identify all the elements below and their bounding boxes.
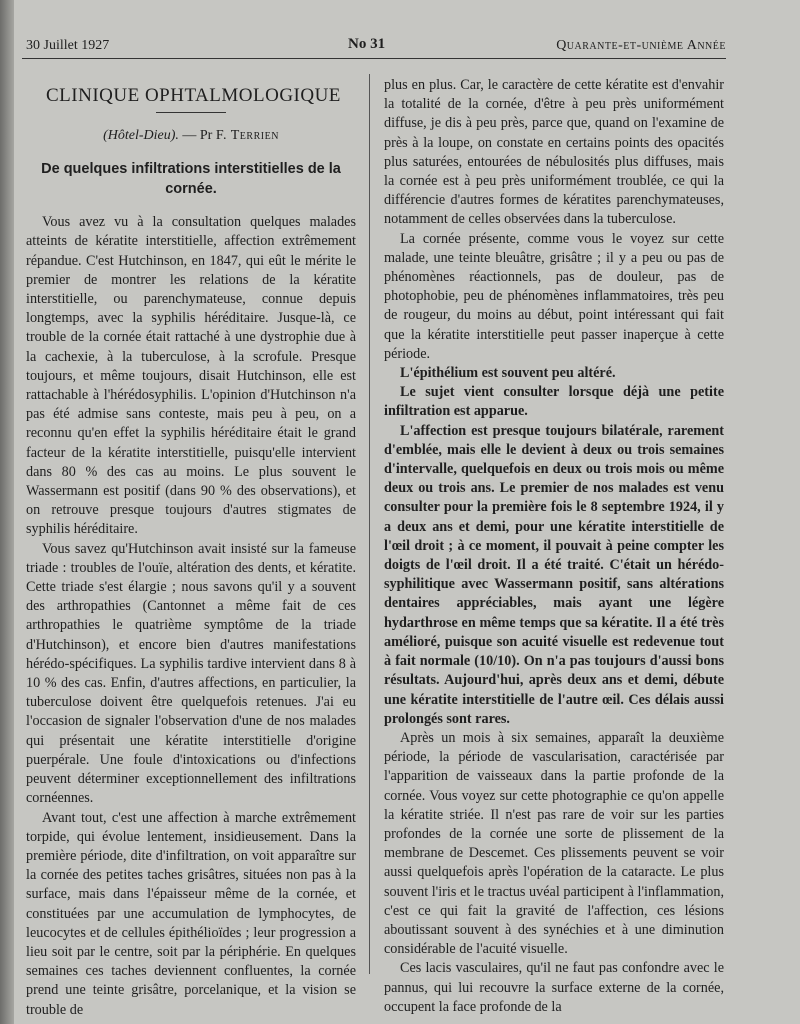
header-rule xyxy=(22,58,726,59)
right-column xyxy=(384,76,724,1017)
page-binding-shadow xyxy=(0,0,14,1024)
paragraph: Après un mois à six semaines, apparaît la deuxième période, la période de vascularisation, caractérisée par l'apparition de vaisseaux dans la partie profonde de la cornée. Vous voyez sur cette photographie ce qu'on appelle la kératite striée. Il n'est pas rare de voir sur les parties profondes de la cornée une sorte de plissement de la membrane de Descemet. Ces plissements peuvent se voir aussi quelquefois après l'opération de la cataracte. Le plus souvent l'iris et le tractus uvéal participent à l'inflammation, c'est ce qui fait la gravité de l'affection, ces lésions aboutissant souvent à des synéchies et à une diminution considérable de l'acuité visuelle. xyxy=(384,729,724,958)
column-divider xyxy=(369,74,370,974)
author-name: F. Terrien xyxy=(215,128,279,144)
paragraph: Le sujet vient consulter lorsque déjà une petite infiltration est apparue. xyxy=(384,384,724,420)
author-line xyxy=(26,127,356,145)
paragraph: Avant tout, c'est une affection à marche extrêmement torpide, qui évolue lentement, insidieusement. Dans la première période, dite d'infiltration, on voit apparaître sur la cornée des petites taches grisâtres, situées non pas à la surface, mais dans l'épaisseur même de la cornée, et constituées par une accumulation de lymphocytes, de leucocytes et de cellules épithélioïdes ; leur progression a lieu soit par le centre, soit par la périphérie. En quelques semaines ces taches deviennent confluentes, la cornée prend une teinte grisâtre, porcelanique, et la vision se trouble de xyxy=(26,809,356,1018)
paragraph: L'affection est presque toujours bilatérale, rarement d'emblée, mais elle le devient à deux ou trois semaines d'intervalle, quelquefois en deux ou trois mois ou même deux ou trois ans. Le premier de nos malades est venu consulter pour la première fois le 8 septembre 1924, il y a deux ans et demi, pour une kératite interstitielle de l'œil droit ; à ce moment, il pouvait à peine compter les doigts de l'œil droit. Il a été traité. C'était un hérédo-syphilitique avec Wassermann positif, sans altérations dentaires appréciables, mais ayant une légère hydarthrose en même temps que sa kératite. Il a été très amélioré, puisque son acuité visuelle est redevenue tout à fait normale (10/10). On n'a pas toujours d'aussi bons résultats. Aujourd'hui, après deux ans et demi, débute une kératite interstitielle de l'autre œil. Ces délais aussi prolongés sont rares. xyxy=(384,422,724,727)
paragraph: La cornée présente, comme vous le voyez sur cette malade, une teinte bleuâtre, grisâtre ; il y a peu ou pas de phénomènes réactionnels, pas de douleur, pas de photophobie, peu de phénomènes inflammatoires, très peu de rougeur, du moins au début, point intéressant qui fait que la kératite interstitielle peut passer inaperçue à cette période. xyxy=(384,230,724,362)
paragraph: Vous savez qu'Hutchinson avait insisté sur la fameuse triade : troubles de l'ouïe, altération des dents, et kératite. Cette triade s'est élargie ; nous savons qu'il y a souvent des arthropathies (Cantonnet a même fait de ces arthropathies le quatrième symptôme de la triade d'Hutchinson), et encore bien d'autres manifestations hérédo-spécifiques. La syphilis tardive intervient dans 8 à 10 % des cas. Enfin, d'autres affections, en particulier, la tuberculose doivent être quelquefois retenues. J'ai eu l'occasion de signaler l'observation d'une de nos malades qui présentait une kératite interstitielle d'origine puerpérale. Une foule d'intoxications ou d'infections peuvent déterminer exceptionnellement des infiltrations cornéennes. xyxy=(26,540,356,807)
paragraph: L'épithélium est souvent peu altéré. xyxy=(400,365,616,382)
issue-date: 30 Juillet 1927 xyxy=(26,38,110,53)
author-title: Pr xyxy=(199,128,213,144)
paragraph: Vous avez vu à la consultation quelques malades atteints de kératite interstitielle, affection extrêmement répandue. C'est Hutchinson, en 1847, qui eût le mérite le premier de montrer les relations de la kératite interstitielle, ou parenchymateuse, connue depuis longtemps, avec la syphilis héréditaire. Jusque-là, ce trouble de la cornée était rattaché à une dystrophie due à la cachexie, à la tuberculose, à la scrofule. Presque toujours, et même toujours, disait Hutchinson, elle est rattachable à l'hérédosyphilis. L'opinion d'Hutchinson n'a pas été admise sans conteste, mais peu à peu, on a reconnu qu'en effet la syphilis héréditaire était le grand facteur de la kératite interstitielle, puisqu'elle intervient dans 80 % des cas au moins. Le plus souvent le Wassermann est positif (dans 90 % des observations), et on retrouve presque toujours d'autres stigmates de syphilis héréditaire. xyxy=(26,214,356,538)
title-rule xyxy=(156,112,226,113)
section-title: CLINIQUE OPHTALMOLOGIQUE xyxy=(46,85,341,106)
issue-year: Quarante-et-unième Année xyxy=(556,38,726,53)
paragraph: Ces lacis vasculaires, qu'il ne faut pas confondre avec le pannus, qui lui recouvre la surface externe de la cornée, occupent la face profonde de la xyxy=(384,960,724,1015)
hospital-name: (Hôtel-Dieu). xyxy=(103,128,179,144)
paragraph: plus en plus. Car, le caractère de cette kératite est d'envahir la totalité de la cornée, d'être à peu près uniformément diffuse, je dis à peu près, parce que, quand on l'examine de près à la loupe, on constate en certains points des opacités plus saturées, entourées de nébulosités plus diffuses, mais la cornée est à peu près uniformément troublée, ce qui la différencie d'autres formes de kératites parenchymateuses, notamment de celles observées dans la tuberculose. xyxy=(384,77,724,228)
page-header xyxy=(26,36,726,58)
left-column xyxy=(26,82,356,1020)
issue-number: No 31 xyxy=(348,36,386,52)
article-subtitle: De quelques infiltrations interstitielles de la cornée. xyxy=(41,161,341,198)
author-dash: — xyxy=(182,128,197,144)
